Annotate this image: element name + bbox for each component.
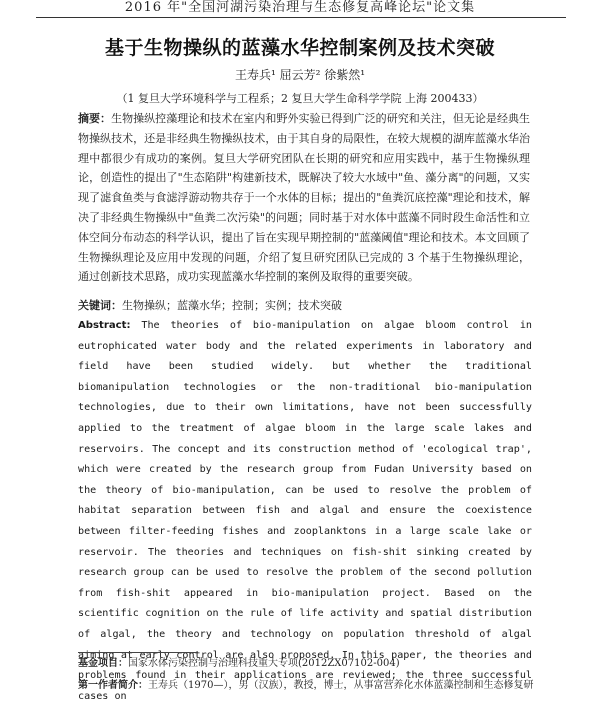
author-footnote <box>78 678 548 694</box>
keywords <box>78 296 530 315</box>
affiliation: （1 复旦大学环境科学与工程系；2 复旦大学生命科学学院 上海 200433） <box>116 92 484 105</box>
header-rule <box>36 17 566 18</box>
english-abstract <box>78 316 532 707</box>
keywords-label: 关键词： <box>78 299 122 312</box>
fund-label: 基金项目： <box>78 658 128 669</box>
author-note-text: 王寿兵（1970—），男（汉族），教授，博士，从事富营养化水体蓝藻控制和生态修复研 <box>148 680 534 691</box>
fund-footnote <box>78 656 538 672</box>
running-header: 2016 年"全国河湖污染治理与生态修复高峰论坛"论文集 <box>124 0 476 15</box>
keywords-text: 生物操纵；蓝藻水华；控制；实例；技术突破 <box>122 299 342 312</box>
author-note-label: 第一作者简介： <box>78 680 148 691</box>
english-abstract-text: The theories of bio-manipulation on algae bloom control in eutrophicated water body and the related experiments in laboratory and field have been studied widely. but whether the traditional biomanipulation technologies or the non-traditional bio-manipulation technologies, due to their own limitations, have not been successfully applied to the treatment of algae bloom in the large scale lakes and reservoirs. The concept and its construction method of 'ecological trap', which were created by the research group from Fudan University based on the theory of bio-manipulation, can be used to resolve the problem of habitat separation between fish and algal and ensure the coexistence between filter-feeding fishes and zooplanktons in a large scale lake or reservoir. The theories and techniques on fish-shit sinking created by research group can be used to resolve the problem of the second pollution from fish-shit appeared in bio-manipulation project. Based on the scientific cognition on the rule of life activity and spatial distribution of algal, the theory and technology on population threshold of algal aiming at early control are also proposed. In this paper, the theories and problems found in their applications are reviewed; the three successful cases on <box>78 320 533 702</box>
fund-text: 国家水体污染控制与治理科技重大专项(2012ZX07102-004) <box>128 658 400 669</box>
paper-title: 基于生物操纵的蓝藻水华控制案例及技术突破 <box>104 37 495 59</box>
author-list: 王寿兵¹ 屈云芳² 徐紫然¹ <box>234 68 366 82</box>
chinese-abstract <box>78 109 530 287</box>
chinese-abstract-label: 摘要： <box>78 112 112 125</box>
english-abstract-label: Abstract: <box>78 320 131 331</box>
chinese-abstract-text: 生物操纵控藻理论和技术在室内和野外实验已得到广泛的研究和关注，但无论是经典生物操纵技术，还是非经典生物操纵技术，由于其自身的局限性，在较大规模的湖库蓝藻水华治理中都很少有成功的案例。复旦大学研究团队在长期的研究和应用实践中，基于生物操纵理论，创造性的提出了"生态陷阱"构建新技术，既解决了较大水域中"鱼、藻分离"的问题，又实现了滤食鱼类与食滤浮游动物共存于一个水体的目标；提出的"鱼粪沉底控藻"理论和技术，解决了非经典生物操纵中"鱼粪二次污染"的问题；同时基于对水体中蓝藻不同时段生命活性和立体空间分布动态的科学认识，提出了旨在实现早期控制的"蓝藻阈值"理论和技术。本文回顾了生物操纵理论及应用中发现的问题，介绍了复旦研究团队已完成的 3 个基于生物操纵理论，通过创新技术思路，成功实现蓝藻水华控制的案例及取得的重要突破。 <box>78 112 531 284</box>
footnote-rule <box>78 652 198 653</box>
